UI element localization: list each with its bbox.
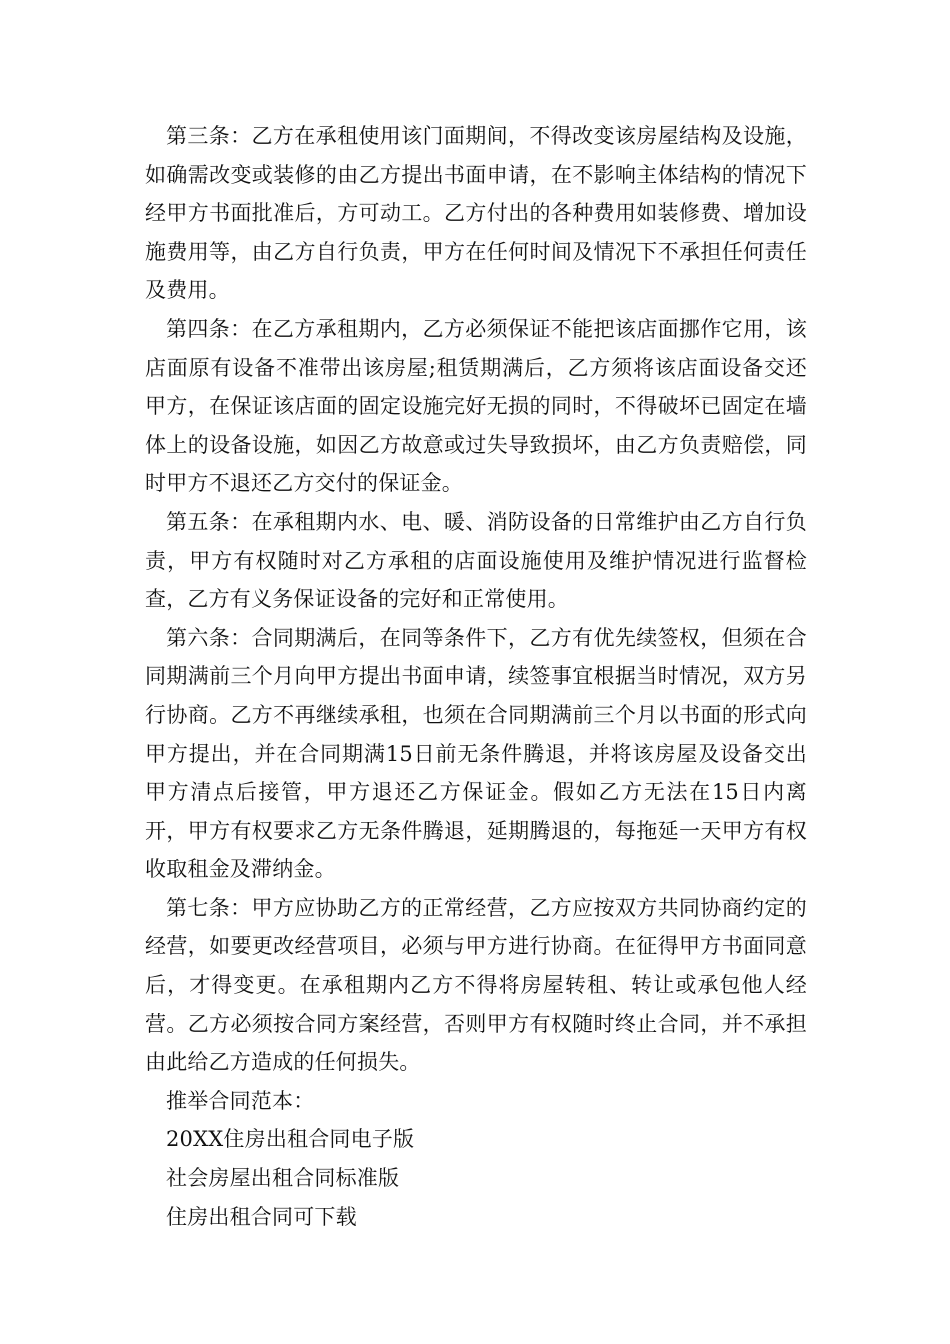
recommend-link-list: [145, 1120, 807, 1236]
recommend-link-social-housing[interactable]: 社会房屋出租合同标准版: [166, 1166, 400, 1191]
list-item: [145, 1120, 807, 1159]
list-item: [145, 1159, 807, 1198]
recommend-link-downloadable[interactable]: 住房出租合同可下载: [166, 1204, 357, 1229]
recommend-heading: 推举合同范本：: [166, 1088, 315, 1113]
clause-three-paragraph: 第三条：乙方在承租使用该门面期间，不得改变该房屋结构及设施，如确需改变或装修的由乙方提出书面申请，在不影响主体结构的情况下经甲方书面批准后，方可动工。乙方付出的各种费用如装修费、增加设施费用等，由乙方自行负责，甲方在任何时间及情况下不承担任何责任及费用。: [145, 124, 807, 303]
document-body: [145, 117, 807, 1236]
clause-seven-paragraph: 第七条：甲方应协助乙方的正常经营，乙方应按双方共同协商约定的 经营，如要更改经营项目，必须与甲方进行协商。在征得甲方书面同意后，才得变更。在承租期内乙方不得将房屋转租、转让或承包他人经营。乙方必须按合同方案经营，否则甲方有权随时终止合同，并不承担由此给乙方造成的任何损失。: [145, 895, 807, 1075]
clause-five-paragraph: 第五条：在承租期内水、电、暖、消防设备的日常维护由乙方自行负责，甲方有权随时对乙方承租的店面设施使用及维护情况进行监督检查，乙方有义务保证设备的完好和正常使用。: [145, 509, 807, 612]
clause-six-paragraph: 第六条：合同期满后，在同等条件下，乙方有优先续签权，但须在合同期满前三个月向甲方提出书面申请，续签事宜根据当时情况，双方另行协商。乙方不再继续承租，也须在合同期满前三个月以书面的形式向甲方提出，并在合同期满15日前无条件腾退，并将该房屋及设备交出甲方清点后接管，甲方退还乙方保证金。假如乙方无法在15日内离开，甲方有权要求乙方无条件腾退，延期腾退的，每拖延一天甲方有权收取租金及滞纳金。: [145, 625, 807, 882]
clause-four-paragraph: 第四条：在乙方承租期内，乙方必须保证不能把该店面挪作它用，该店面原有设备不准带出该房屋;租赁期满后，乙方须将该店面设备交还甲方，在保证该店面的固定设施完好无损的同时，不得破坏已固定在墙体上的设备设施，如因乙方故意或过失导致损坏，由乙方负责赔偿，同时甲方不退还乙方交付的保证金。: [145, 316, 807, 496]
list-item: [145, 1198, 807, 1237]
recommend-link-rental-electronic[interactable]: 20XX住房出租合同电子版: [166, 1127, 415, 1152]
